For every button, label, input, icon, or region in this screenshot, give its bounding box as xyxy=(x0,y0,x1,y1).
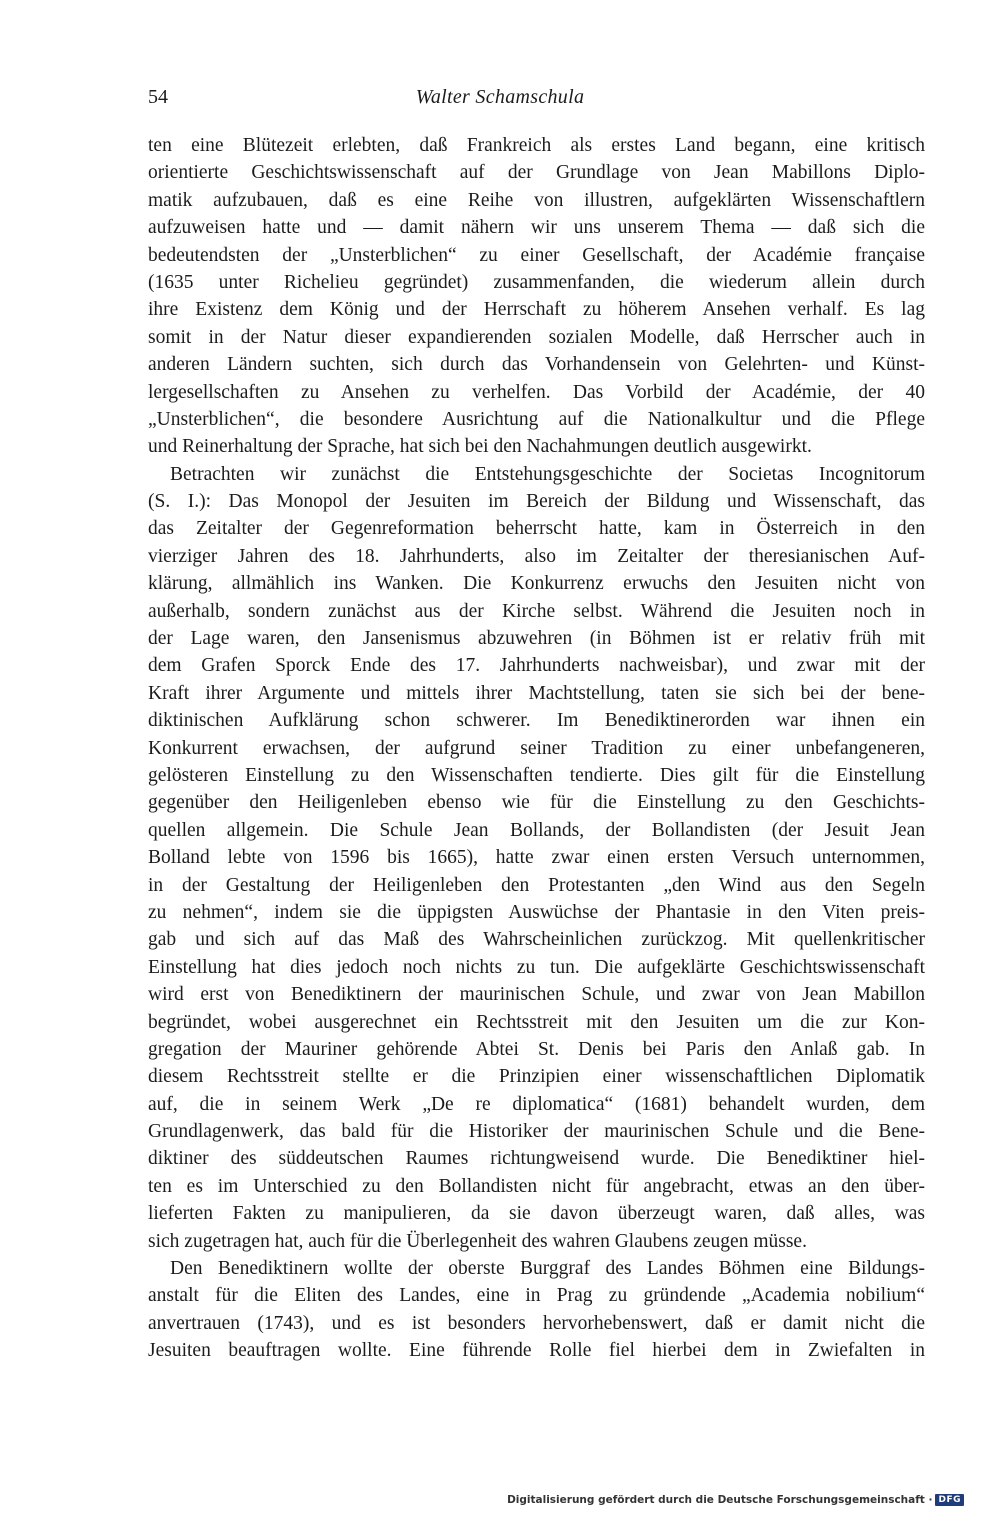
text-line: (S. I.): Das Monopol der Jesuiten im Bereich der Bildung und Wissenschaft, das xyxy=(148,491,925,513)
text-line: Bolland lebte von 1596 bis 1665), hatte zwar einen ersten Versuch unternommen, xyxy=(148,847,925,869)
text-line: das Zeitalter der Gegenreformation beherrscht hatte, kam in Österreich in den xyxy=(148,518,925,540)
text-line: klärung, allmählich ins Wanken. Die Konkurrenz erwuchs den Jesuiten nicht von xyxy=(148,573,925,595)
text-line: aufzuweisen hatte und — damit nähern wir uns unserem Thema — daß sich die xyxy=(148,217,925,239)
text-line: diktiner des süddeutschen Raumes richtungweisend wurde. Die Benediktiner hiel- xyxy=(148,1148,925,1170)
text-line: lergesellschaften zu Ansehen zu verhelfen. Das Vorbild der Académie, der 40 xyxy=(148,381,925,403)
page-number: 54 xyxy=(148,86,168,108)
text-line: auf, die in seinem Werk „De re diplomatica“ (1681) behandelt wurden, dem xyxy=(148,1093,925,1115)
text-line: bedeutendsten der „Unsterblichen“ zu einer Gesellschaft, der Académie française xyxy=(148,244,925,266)
text-line: ihre Existenz dem König und der Herrschaft zu höherem Ansehen verhalf. Es lag xyxy=(148,299,925,321)
text-line: Betrachten wir zunächst die Entstehungsgeschichte der Societas Incognitorum xyxy=(170,463,925,485)
text-line: wird erst von Benediktinern der maurinischen Schule, und zwar von Jean Mabillon xyxy=(148,984,925,1006)
text-line: anderen Ländern suchten, sich durch das Vorhandensein von Gelehrten- und Künst- xyxy=(148,354,925,376)
text-line: „Unsterblichen“, die besondere Ausrichtung auf die Nationalkultur und die Pflege xyxy=(148,408,925,430)
text-line: diktinischen Aufklärung schon schwerer. Im Benediktinerorden war ihnen ein xyxy=(148,710,925,732)
text-line: anstalt für die Eliten des Landes, eine in Prag zu gründende „Academia nobilium“ xyxy=(148,1285,925,1307)
text-line: Den Benediktinern wollte der oberste Burggraf des Landes Böhmen eine Bildungs- xyxy=(170,1258,925,1280)
text-line: quellen allgemein. Die Schule Jean Bollands, der Bollandisten (der Jesuit Jean xyxy=(148,819,925,841)
text-line: gregation der Mauriner gehörende Abtei St. Denis bei Paris den Anlaß gab. In xyxy=(148,1038,925,1060)
text-line: anvertrauen (1743), und es ist besonders hervorhebenswert, daß er damit nicht die xyxy=(148,1312,925,1334)
text-line: und Reinerhaltung der Sprache, hat sich bei den Nachahmungen deutlich ausgewirkt. xyxy=(148,436,812,458)
text-line: dem Grafen Sporck Ende des 17. Jahrhunderts nachweisbar), und zwar mit der xyxy=(148,655,925,677)
text-line: Konkurrent erwachsen, der aufgrund seiner Tradition zu einer unbefangeneren, xyxy=(148,737,925,759)
text-line: gab und sich auf das Maß des Wahrscheinlichen zurückzog. Mit quellenkritischer xyxy=(148,929,925,951)
dfg-logo: DFG xyxy=(935,1494,964,1506)
text-line: diesem Rechtsstreit stellte er die Prinzipien einer wissenschaftlichen Diplomatik xyxy=(148,1066,925,1088)
text-line: (1635 unter Richelieu gegründet) zusammenfanden, die wiederum allein durch xyxy=(148,271,925,293)
text-line: vierziger Jahren des 18. Jahrhunderts, also im Zeitalter der theresianischen Auf- xyxy=(148,545,925,567)
text-line: matik aufzubauen, daß es eine Reihe von illustren, aufgeklärten Wissenschaftlern xyxy=(148,189,925,211)
text-line: zu nehmen“, indem sie die üppigsten Auswüchse der Phantasie in den Viten preis- xyxy=(148,901,925,923)
text-line: ten es im Unterschied zu den Bollandisten nicht für angebracht, etwas an den über- xyxy=(148,1175,925,1197)
text-line: Einstellung hat dies jedoch noch nichts zu tun. Die aufgeklärte Geschichtswissenschaft xyxy=(148,956,925,978)
text-line: lieferten Fakten zu manipulieren, da sie davon überzeugt waren, daß alles, was xyxy=(148,1203,925,1225)
text-line: Jesuiten beauftragen wollte. Eine führende Rolle fiel hierbei dem in Zwiefalten in xyxy=(148,1340,925,1362)
text-line: Kraft ihrer Argumente und mittels ihrer Machtstellung, taten sie sich bei der bene- xyxy=(148,682,925,704)
text-line: begründet, wobei ausgerechnet ein Rechtsstreit mit den Jesuiten um die zur Kon- xyxy=(148,1011,925,1033)
text-line: sich zugetragen hat, auch für die Überlegenheit des wahren Glaubens zeugen müsse. xyxy=(148,1230,807,1252)
text-line: somit in der Natur dieser expandierenden sozialen Modelle, daß Herrscher auch in xyxy=(148,326,925,348)
text-line: Grundlagenwerk, das bald für die Historiker der maurinischen Schule und die Bene- xyxy=(148,1121,925,1143)
text-line: der Lage waren, den Jansenismus abzuwehren (in Böhmen ist er relativ früh mit xyxy=(148,628,925,650)
footer xyxy=(507,1494,964,1506)
text-line: gegenüber den Heiligenleben ebenso wie für die Einstellung zu den Geschichts- xyxy=(148,792,925,814)
text-line: gelösteren Einstellung zu den Wissenschaften tendierte. Dies gilt für die Einstellung xyxy=(148,764,925,786)
body-text xyxy=(148,132,925,1365)
footer-text: Digitalisierung gefördert durch die Deutsche Forschungsgemeinschaft · xyxy=(507,1494,933,1506)
text-line: orientierte Geschichtswissenschaft auf der Grundlage von Jean Mabillons Diplo- xyxy=(148,162,925,184)
running-head: Walter Schamschula xyxy=(415,86,585,108)
text-line: in der Gestaltung der Heiligenleben den Protestanten „den Wind aus den Segeln xyxy=(148,874,925,896)
text-line: außerhalb, sondern zunächst aus der Kirche selbst. Während die Jesuiten noch in xyxy=(148,600,925,622)
text-line: ten eine Blütezeit erlebten, daß Frankreich als erstes Land begann, eine kritisch xyxy=(148,135,925,156)
